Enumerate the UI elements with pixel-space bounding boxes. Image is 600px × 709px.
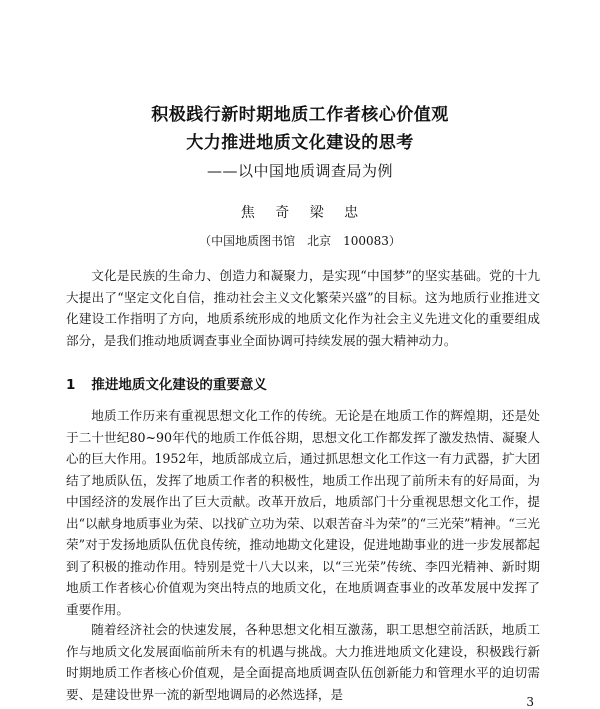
section-title: 推进地质文化建设的重要意义 <box>91 377 267 393</box>
section1-paragraph-2: 随着经济社会的快速发展，各种思想文化相互激荡，职工思想空前活跃，地质工作与地质文化发展面临前所未有的机遇与挑战。大力推进地质文化建设，积极践行新时期地质工作者核心价值观，是全面提高地质调查队伍创新能力和管理水平的迫切需要、是建设世界一流的新型地调局的必然选择，是 <box>66 622 540 702</box>
paper-title-line1: 积极践行新时期地质工作者核心价值观 <box>151 105 449 125</box>
page-number: 3 <box>526 695 534 709</box>
authors: 焦 奇 梁 忠 <box>240 205 360 221</box>
paper-subtitle: ——以中国地质调查局为例 <box>206 162 393 180</box>
paper-title-line2: 大力推进地质文化建设的思考 <box>186 133 414 153</box>
intro-paragraph: 文化是民族的生命力、创造力和凝聚力，是实现“中国梦”的坚实基础。党的十九大提出了“坚定文化自信，推动社会主义文化繁荣兴盛”的目标。这为地质行业推进文化建设工作指明了方向，地质系统形成的地质文化作为社会主义先进文化的重要组成部分，是我们推动地质调查事业全面协调可持续发展的强大精神动力。 <box>66 268 540 348</box>
section-heading <box>66 373 267 393</box>
section-number: 1 <box>66 377 76 393</box>
section1-paragraph-1: 地质工作历来有重视思想文化工作的传统。无论是在地质工作的辉煌期，还是处于二十世纪80~90年代的地质工作低谷期，思想文化工作都发挥了激发热情、凝聚人心的巨大作用。1952年，地质部成立后，通过抓思想文化工作这一有力武器，扩大团结了地质队伍，发挥了地质工作者的积极性，地质工作出现了前所未有的好局面，为中国经济的发展作出了巨大贡献。改革开放后，地质部门十分重视思想文化工作，提出“以献身地质事业为荣、以找矿立功为荣、以艰苦奋斗为荣”的“三光荣”精神。“三光荣”对于发扬地质队伍优良传统，推动地勘文化建设，促进地勘事业的进一步发展都起到了积极的推动作用。特别是党十八大以来，以“三光荣”传统、李四光精神、新时期地质工作者核心价值观为突出特点的地质文化，在地质调查事业的改革发展中发挥了重要作用。 <box>66 408 540 617</box>
affiliation: （中国地质图书馆 北京 100083） <box>199 234 401 248</box>
